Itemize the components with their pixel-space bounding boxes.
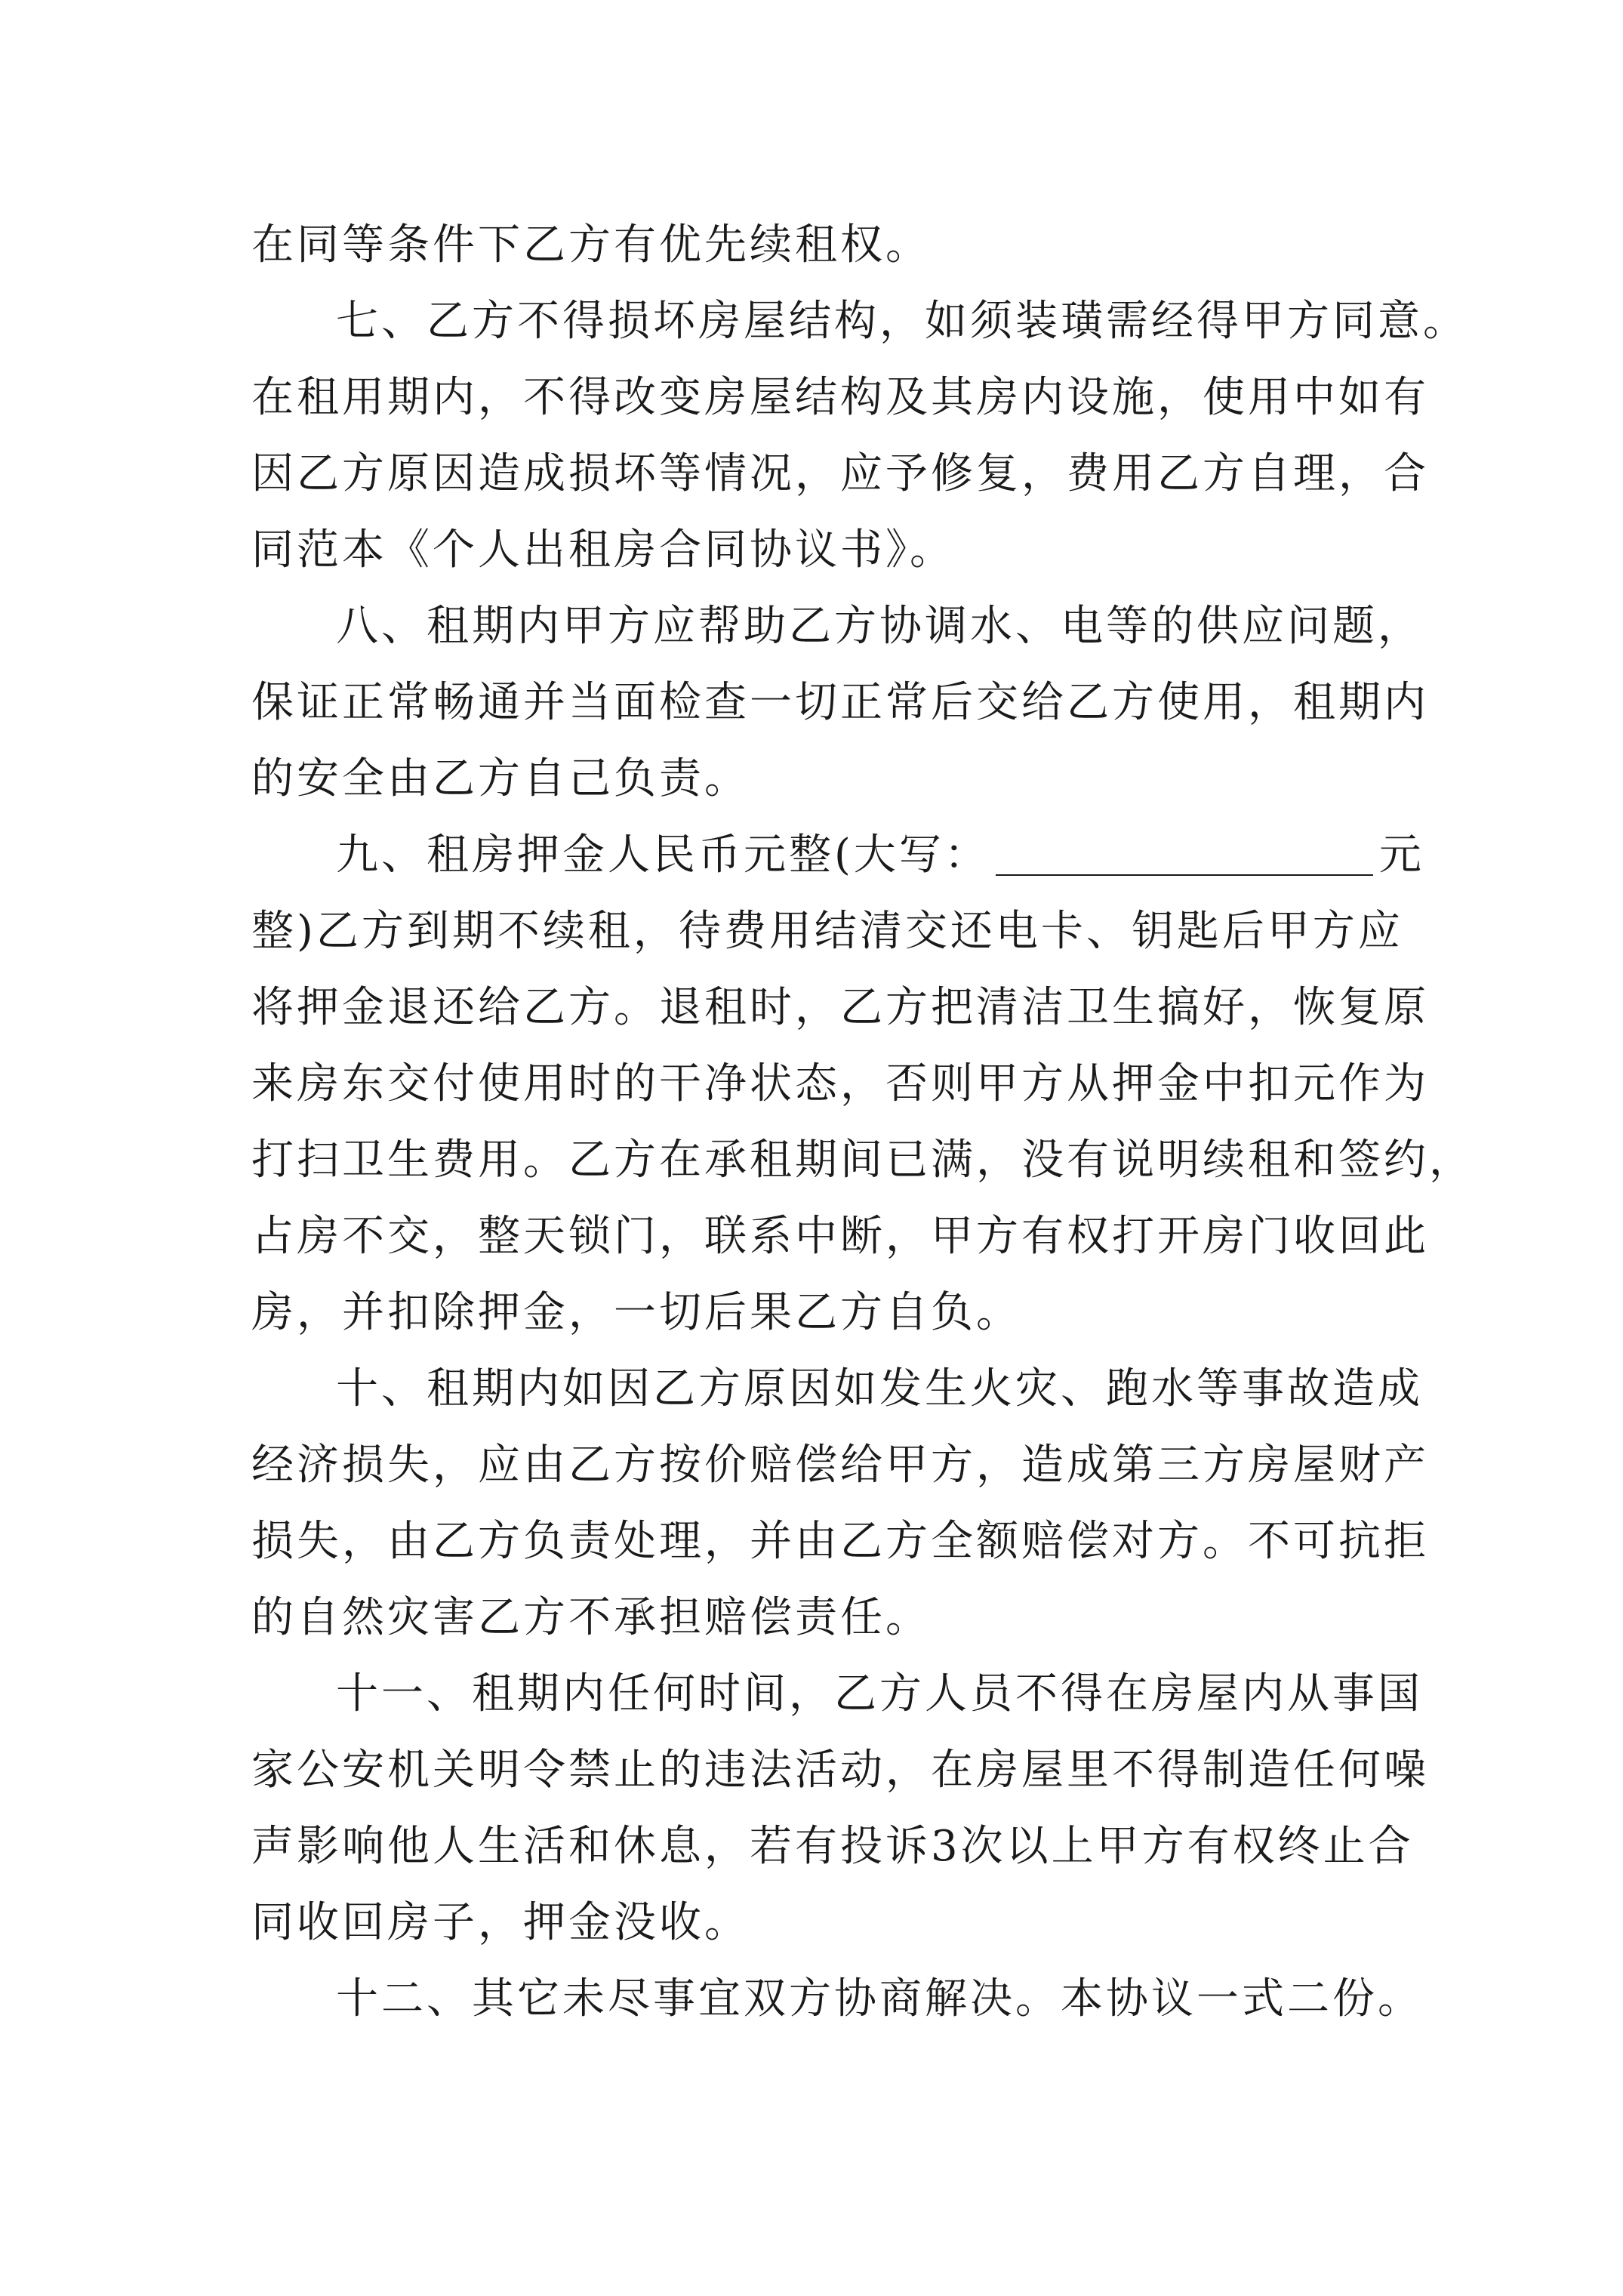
text-line: 声影响他人生活和休息，若有投诉3次以上甲方有权终止合 <box>251 1822 1414 1871</box>
text-line: 来房东交付使用时的干净状态，否则甲方从押金中扣元作为 <box>251 1059 1429 1108</box>
text-line: 同收回房子，押金没收。 <box>251 1898 750 1947</box>
text-line-with-blank <box>336 829 1424 882</box>
text-line: 打扫卫生费用。乙方在承租期间已满，没有说明续租和签约， <box>251 1136 1474 1185</box>
text-segment: 九、租房押金人民币元整(大写： <box>336 831 990 880</box>
text-line: 十一、租期内任何时间，乙方人员不得在房屋内从事国 <box>336 1669 1423 1718</box>
text-line: 十二、其它未尽事宜双方协商解决。本协议一式二份。 <box>336 1974 1423 2023</box>
text-line: 因乙方原因造成损坏等情况，应予修复，费用乙方自理，合 <box>251 449 1429 498</box>
text-line: 八、租期内甲方应帮助乙方协调水、电等的供应问题， <box>336 602 1423 651</box>
text-line: 十、租期内如因乙方原因如发生火灾、跑水等事故造成 <box>336 1364 1423 1413</box>
text-line: 损失，由乙方负责处理，并由乙方全额赔偿对方。不可抗拒 <box>251 1517 1429 1566</box>
text-line: 将押金退还给乙方。退租时，乙方把清洁卫生搞好，恢复原 <box>251 983 1429 1032</box>
text-segment: 元 <box>1378 831 1424 880</box>
text-line: 在租用期内，不得改变房屋结构及其房内设施，使用中如有 <box>251 373 1429 422</box>
text-line: 的自然灾害乙方不承担赔偿责任。 <box>251 1593 931 1642</box>
fill-in-blank <box>996 829 1373 876</box>
text-line: 保证正常畅通并当面检查一切正常后交给乙方使用，租期内 <box>251 678 1429 727</box>
text-line: 的安全由乙方自己负责。 <box>251 754 750 803</box>
text-line: 房，并扣除押金，一切后果乙方自负。 <box>251 1288 1021 1337</box>
text-line: 家公安机关明令禁止的违法活动，在房屋里不得制造任何噪 <box>251 1746 1429 1795</box>
text-line: 在同等条件下乙方有优先续租权。 <box>251 220 931 270</box>
text-line: 七、乙方不得损坏房屋结构，如须装璜需经得甲方同意。 <box>336 297 1468 346</box>
text-line: 占房不交，整天锁门，联系中断，甲方有权打开房门收回此 <box>251 1212 1429 1261</box>
text-line: 经济损失，应由乙方按价赔偿给甲方，造成第三方房屋财产 <box>251 1441 1429 1490</box>
text-line: 整)乙方到期不续租，待费用结清交还电卡、钥匙后甲方应 <box>251 907 1403 956</box>
text-line: 同范本《个人出租房合同协议书》。 <box>251 525 955 575</box>
